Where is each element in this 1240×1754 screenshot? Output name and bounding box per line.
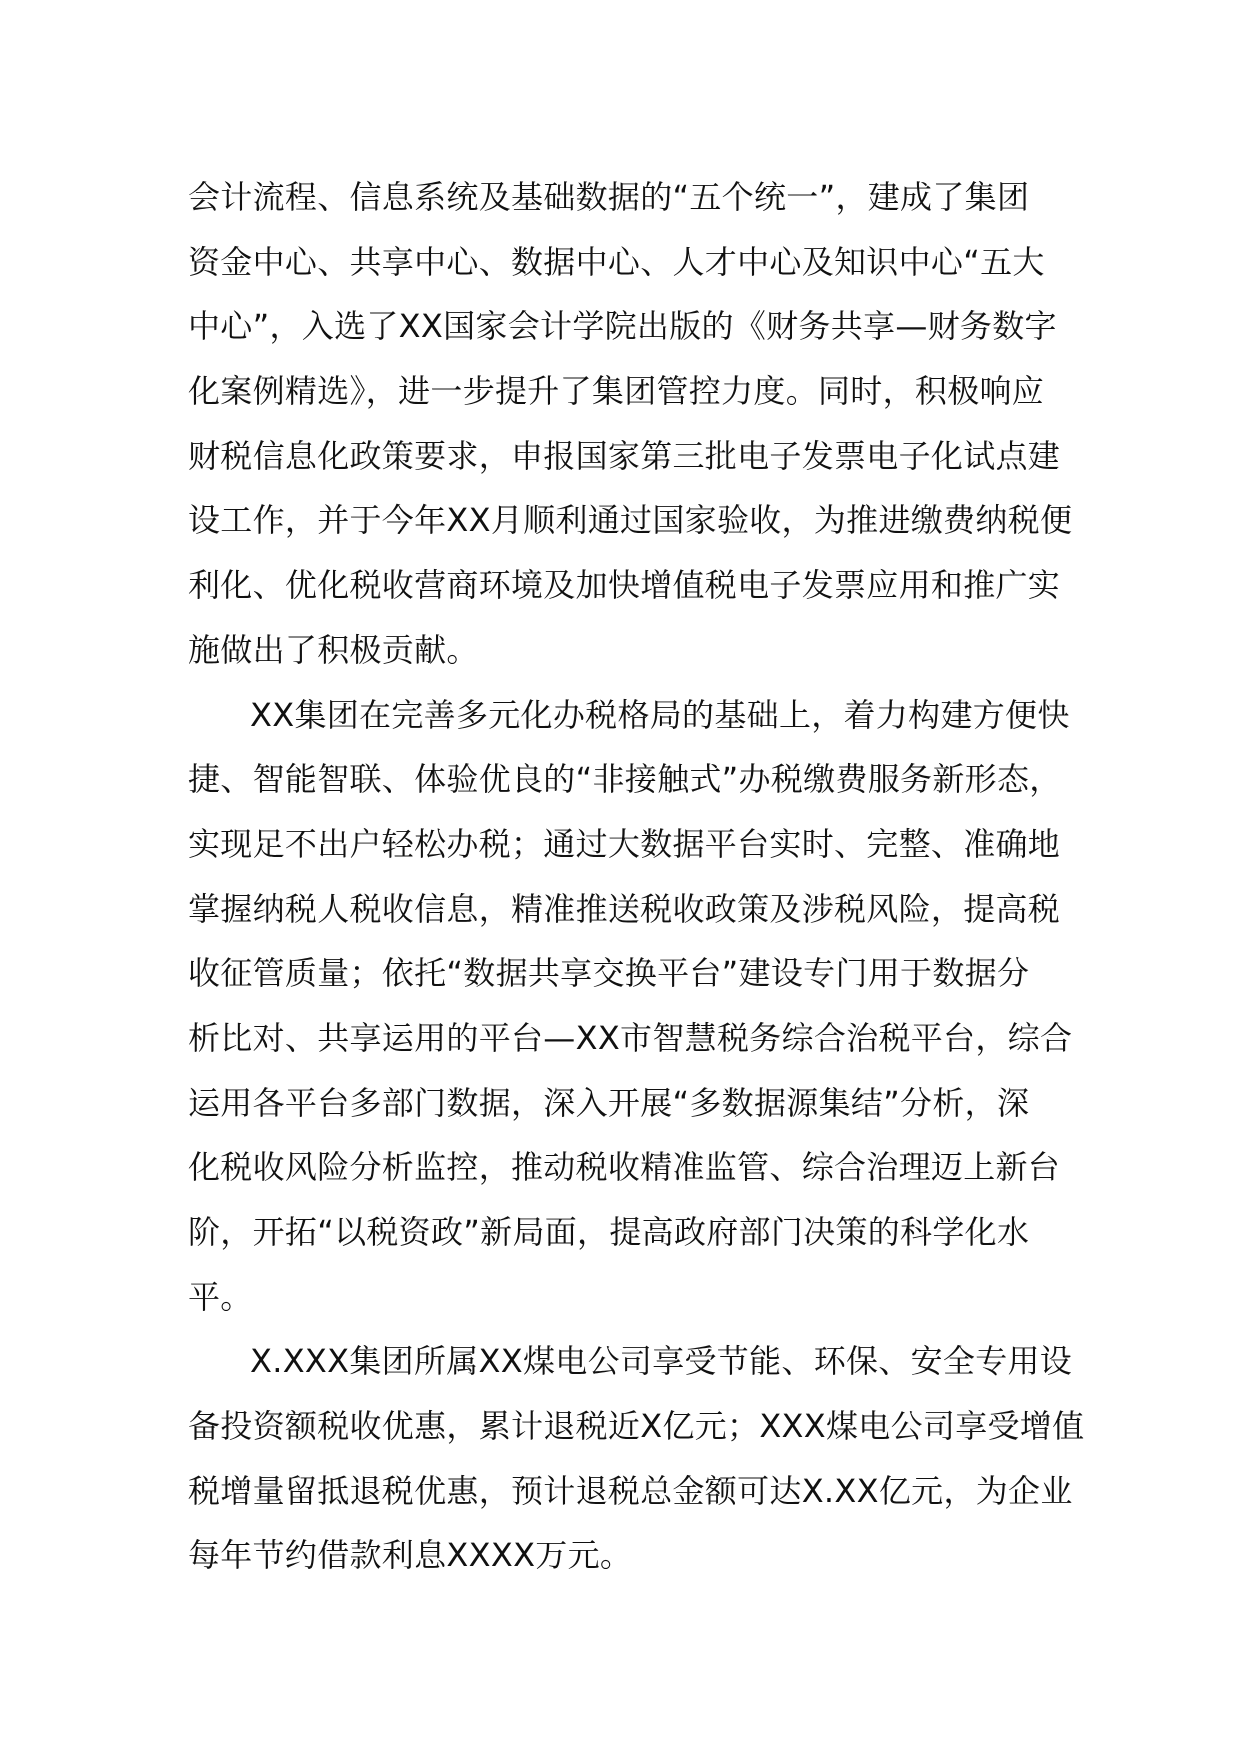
document-body [188,165,1085,1588]
text-line: 设工作，并于今年XX月顺利通过国家验收，为推进缴费纳税便 [188,501,1073,540]
text-line: 捷、智能智联、体验优良的“非接触式”办税缴费服务新形态， [188,760,1062,799]
text-line: 施做出了积极贡献。 [188,630,479,669]
text-line: 资金中心、共享中心、数据中心、人才中心及知识中心“五大 [188,242,1045,281]
paragraph-2 [188,683,1073,1330]
text-line: 化案例精选》，进一步提升了集团管控力度。同时，积极响应 [188,372,1045,411]
text-line: 收征管质量；依托“数据共享交换平台”建设专门用于数据分 [188,954,1030,993]
paragraph-1 [188,165,1073,683]
text-line: 析比对、共享运用的平台—XX市智慧税务综合治税平台，综合 [188,1018,1073,1057]
text-line: 运用各平台多部门数据，深入开展“多数据源集结”分析，深 [188,1083,1030,1122]
text-line: XX集团在完善多元化办税格局的基础上，着力构建方便快 [250,695,1070,734]
text-line: 每年节约借款利息XXXX万元。 [188,1536,633,1575]
text-line: 掌握纳税人税收信息，精准推送税收政策及涉税风险，提高税 [188,889,1061,928]
text-line: 实现足不出户轻松办税；通过大数据平台实时、完整、准确地 [188,824,1061,863]
text-line: 平。 [188,1277,253,1316]
text-line: 税增量留抵退税优惠，预计退税总金额可达X.XX亿元，为企业 [188,1471,1073,1510]
text-line: 中心”，入选了XX国家会计学院出版的《财务共享—财务数字 [188,307,1057,346]
text-line: 备投资额税收优惠，累计退税近X亿元；XXX煤电公司享受增值 [188,1407,1085,1446]
text-line: 财税信息化政策要求，申报国家第三批电子发票电子化试点建 [188,436,1061,475]
text-line: 化税收风险分析监控，推动税收精准监管、综合治理迈上新台 [188,1148,1061,1187]
paragraph-3 [188,1329,1085,1588]
text-line: X.XXX集团所属XX煤电公司享受节能、环保、安全专用设 [250,1342,1073,1381]
text-line: 会计流程、信息系统及基础数据的“五个统一”，建成了集团 [188,178,1030,216]
text-line: 利化、优化税收营商环境及加快增值税电子发票应用和推广实 [188,566,1061,605]
text-line: 阶，开拓“以税资政”新局面，提高政府部门决策的科学化水 [188,1213,1030,1251]
